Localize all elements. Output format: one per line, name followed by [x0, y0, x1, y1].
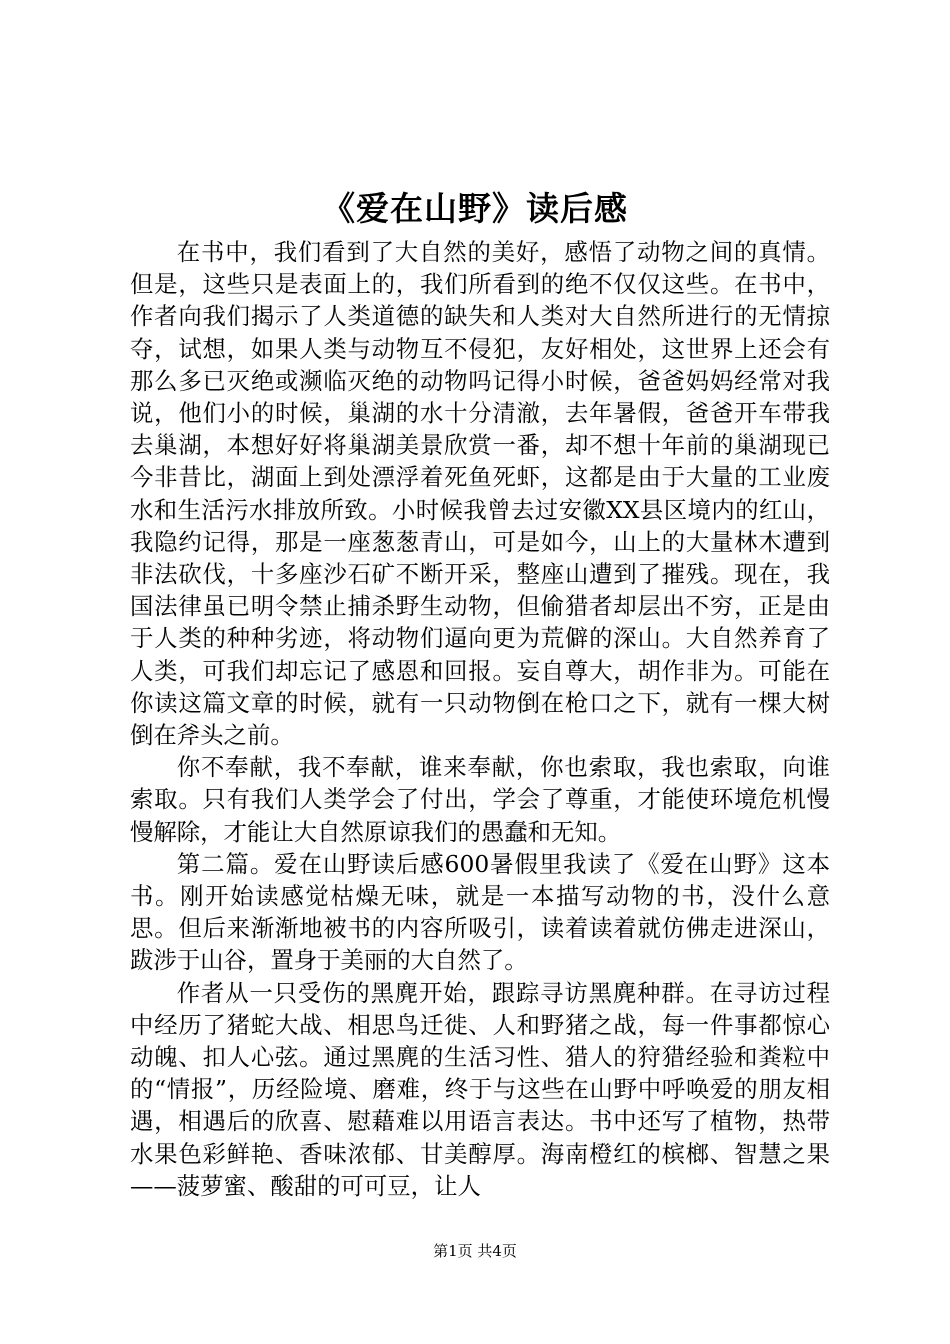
- paragraph-4: 作者从一只受伤的黑麂开始，跟踪寻访黑麂种群。在寻访过程中经历了猪蛇大战、相思鸟迁徙、人和野猪之战，每一件事都惊心动魄、扣人心弦。通过黑麂的生活习性、猎人的狩猎经验和粪粒中的“情报”，历经险境、磨难，终于与这些在山野中呼唤爱的朋友相遇，相遇后的欣喜、慰藉难以用语言表达。书中还写了植物，热带水果色彩鲜艳、香味浓郁、甘美醇厚。海南橙红的槟榔、智慧之果——菠萝蜜、酸甜的可可豆，让人: [130, 978, 830, 1200]
- paragraph-1: 在书中，我们看到了大自然的美好，感悟了动物之间的真情。但是，这些只是表面上的，我们所看到的绝不仅仅这些。在书中，作者向我们揭示了人类道德的缺失和人类对大自然所进行的无情掠夺，试想，如果人类与动物互不侵犯，友好相处，这世界上还会有那么多已灭绝或濒临灭绝的动物吗记得小时候，爸爸妈妈经常对我说，他们小的时候，巢湖的水十分清澈，去年暑假，爸爸开车带我去巢湖，本想好好将巢湖美景欣赏一番，却不想十年前的巢湖现已今非昔比，湖面上到处漂浮着死鱼死虾，这都是由于大量的工业废水和生活污水排放所致。小时候我曾去过安徽XX县区境内的红山，我隐约记得，那是一座葱葱青山，可是如今，山上的大量林木遭到非法砍伐，十多座沙石矿不断开采，整座山遭到了摧残。现在，我国法律虽已明令禁止捕杀野生动物，但偷猎者却层出不穷，正是由于人类的种种劣迹，将动物们逼向更为荒僻的深山。大自然养育了人类，可我们却忘记了感恩和回报。妄自尊大，胡作非为。可能在你读这篇文章的时候，就有一只动物倒在枪口之下，就有一棵大树倒在斧头之前。: [130, 238, 830, 750]
- paragraph-2: 你不奉献，我不奉献，谁来奉献，你也索取，我也索取，向谁索取。只有我们人类学会了付出，学会了尊重，才能使环境危机慢慢解除，才能让大自然原谅我们的愚蠢和无知。: [130, 753, 830, 846]
- document-title: 《爱在山野》读后感: [322, 189, 628, 228]
- document-body: [130, 236, 830, 1202]
- page-number-footer: 第1页 共4页: [433, 1242, 517, 1260]
- paragraph-3: 第二篇。爱在山野读后感600暑假里我读了《爱在山野》这本书。刚开始读感觉枯燥无味，就是一本描写动物的书，没什么意思。但后来渐渐地被书的内容所吸引，读着读着就仿佛走进深山，跋涉于山谷，置身于美丽的大自然了。: [130, 849, 830, 975]
